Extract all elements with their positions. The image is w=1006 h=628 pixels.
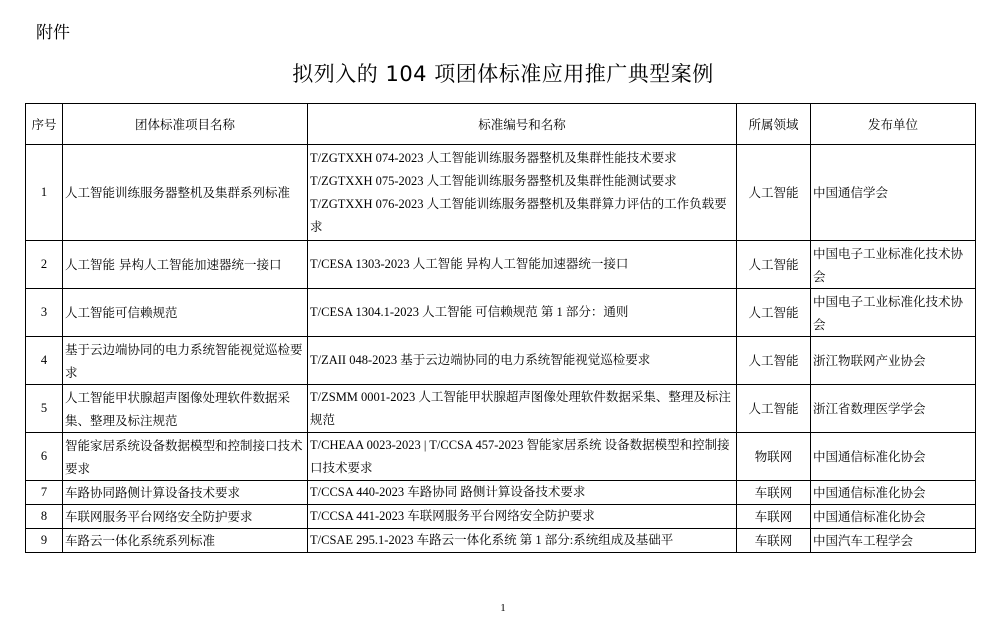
- row-no: 3: [26, 289, 63, 337]
- row-domain: 车联网: [737, 529, 811, 553]
- row-no: 7: [26, 481, 63, 505]
- header-publisher: 发布单位: [811, 104, 976, 145]
- row-domain: 人工智能: [737, 241, 811, 289]
- row-standards: [308, 505, 737, 529]
- standards-table: [25, 103, 976, 553]
- standard-line: T/CCSA 440-2023 车路协同 路侧计算设备技术要求: [310, 485, 586, 499]
- row-project-name: 基于云边端协同的电力系统智能视觉巡检要求: [63, 337, 308, 385]
- row-no: 6: [26, 433, 63, 481]
- row-domain: 人工智能: [737, 289, 811, 337]
- header-no: 序号: [26, 104, 63, 145]
- standard-line: T/CESA 1303-2023 人工智能 异构人工智能加速器统一接口: [310, 257, 629, 271]
- table-row: [26, 433, 976, 481]
- row-standards: [308, 433, 737, 481]
- document-title: 拟列入的 104 项团体标准应用推广典型案例: [292, 62, 714, 86]
- row-project-name: 人工智能可信赖规范: [63, 289, 308, 337]
- row-publisher: 中国汽车工程学会: [811, 529, 976, 553]
- row-standards: [308, 337, 737, 385]
- header-standard: 标准编号和名称: [308, 104, 737, 145]
- row-standards: [308, 241, 737, 289]
- row-no: 1: [26, 145, 63, 241]
- row-publisher: 浙江物联网产业协会: [811, 337, 976, 385]
- row-project-name: 人工智能训练服务器整机及集群系列标准: [63, 145, 308, 241]
- table-header-row: [26, 104, 976, 145]
- standard-line: T/CCSA 441-2023 车联网服务平台网络安全防护要求: [310, 509, 595, 523]
- header-project-name: 团体标准项目名称: [63, 104, 308, 145]
- row-domain: 人工智能: [737, 385, 811, 433]
- header-domain: 所属领域: [737, 104, 811, 145]
- row-publisher: 中国电子工业标准化技术协会: [811, 241, 976, 289]
- row-domain: 物联网: [737, 433, 811, 481]
- standard-line: T/ZGTXXH 074-2023 人工智能训练服务器整机及集群性能技术要求: [310, 150, 677, 165]
- page-number: 1: [500, 602, 506, 614]
- row-no: 2: [26, 241, 63, 289]
- row-no: 4: [26, 337, 63, 385]
- row-no: 9: [26, 529, 63, 553]
- row-no: 5: [26, 385, 63, 433]
- standard-line: T/ZAII 048-2023 基于云边端协同的电力系统智能视觉巡检要求: [310, 353, 651, 367]
- standard-line: T/ZSMM 0001-2023 人工智能甲状腺超声图像处理软件数据采集、整理及标注规范: [310, 389, 731, 427]
- table-row: [26, 481, 976, 505]
- row-standards: [308, 145, 737, 241]
- row-project-name: 人工智能 异构人工智能加速器统一接口: [63, 241, 308, 289]
- row-standards: [308, 481, 737, 505]
- row-project-name: 车路协同路侧计算设备技术要求: [63, 481, 308, 505]
- table-row: [26, 289, 976, 337]
- row-project-name: 车联网服务平台网络安全防护要求: [63, 505, 308, 529]
- standard-line: T/ZGTXXH 076-2023 人工智能训练服务器整机及集群算力评估的工作负载要求: [310, 196, 727, 234]
- row-domain: 车联网: [737, 481, 811, 505]
- row-domain: 车联网: [737, 505, 811, 529]
- standard-line: T/CSAE 295.1-2023 车路云一体化系统 第 1 部分:系统组成及基础平: [310, 533, 674, 547]
- row-project-name: 人工智能甲状腺超声图像处理软件数据采集、整理及标注规范: [63, 385, 308, 433]
- row-standards: [308, 385, 737, 433]
- row-standards: [308, 289, 737, 337]
- table-row: [26, 337, 976, 385]
- table-row: [26, 145, 976, 241]
- table-row: [26, 505, 976, 529]
- row-publisher: 中国通信标准化协会: [811, 481, 976, 505]
- row-publisher: 中国电子工业标准化技术协会: [811, 289, 976, 337]
- row-domain: 人工智能: [737, 337, 811, 385]
- row-no: 8: [26, 505, 63, 529]
- standard-line: T/ZGTXXH 075-2023 人工智能训练服务器整机及集群性能测试要求: [310, 173, 677, 188]
- row-publisher: 中国通信标准化协会: [811, 433, 976, 481]
- table-row: [26, 529, 976, 553]
- row-publisher: 中国通信标准化协会: [811, 505, 976, 529]
- row-publisher: 中国通信学会: [811, 145, 976, 241]
- attachment-label: 附件: [36, 23, 70, 43]
- row-publisher: 浙江省数理医学学会: [811, 385, 976, 433]
- row-standards: [308, 529, 737, 553]
- row-project-name: 车路云一体化系统系列标准: [63, 529, 308, 553]
- standard-line: T/CESA 1304.1-2023 人工智能 可信赖规范 第 1 部分：通则: [310, 305, 629, 319]
- table-row: [26, 241, 976, 289]
- row-domain: 人工智能: [737, 145, 811, 241]
- standard-line: T/CHEAA 0023-2023 | T/CCSA 457-2023 智能家居系统 设备数据模型和控制接口技术要求: [310, 437, 730, 475]
- table-row: [26, 385, 976, 433]
- row-project-name: 智能家居系统设备数据模型和控制接口技术要求: [63, 433, 308, 481]
